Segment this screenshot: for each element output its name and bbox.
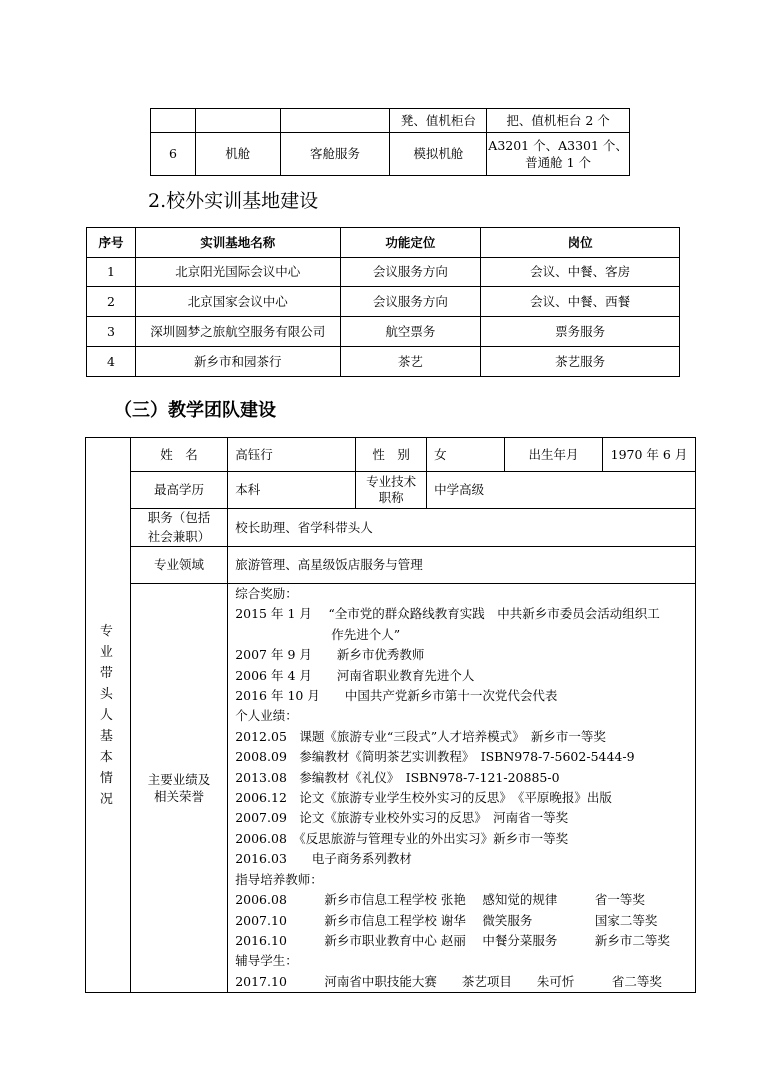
training-room-table bbox=[150, 108, 630, 176]
achievements-list bbox=[228, 584, 696, 993]
row-no: 2 bbox=[87, 287, 136, 317]
row-function: 会议服务方向 bbox=[340, 258, 481, 287]
table-row bbox=[86, 472, 696, 509]
list-item: 2016 年 10 月 中国共产党新乡市第十一次党代会代表 bbox=[235, 688, 558, 704]
list-item: 2008.09 参编教材《简明茶艺实训教程》 ISBN978-7-5602-5444-9 bbox=[235, 749, 635, 765]
list-item: 作先进个人” bbox=[331, 626, 401, 642]
row-base-name: 北京国家会议中心 bbox=[135, 287, 340, 317]
col-header-name: 实训基地名称 bbox=[135, 228, 340, 258]
section-3-title: （三）教学团队建设 bbox=[114, 400, 276, 421]
table-row bbox=[151, 109, 630, 133]
row-function bbox=[280, 109, 390, 133]
name-value: 高钰行 bbox=[228, 438, 356, 472]
gender-label: 性 别 bbox=[356, 438, 427, 472]
row-post: 茶艺服务 bbox=[481, 347, 680, 377]
col-header-post: 岗位 bbox=[481, 228, 680, 258]
gender-value: 女 bbox=[427, 438, 505, 472]
achievements-label-line-1: 主要业绩及 bbox=[147, 771, 211, 787]
list-item: 2006 年 4 月 河南省职业教育先进个人 bbox=[235, 667, 475, 683]
achievements-label-line-2: 相关荣誉 bbox=[154, 789, 205, 805]
col-header-function: 功能定位 bbox=[340, 228, 481, 258]
achievements-heading: 指导培养教师： bbox=[235, 871, 323, 887]
list-item: 2006.08 《反思旅游与管理专业的外出实习》新乡市一等奖 bbox=[235, 830, 569, 846]
education-label: 最高学历 bbox=[130, 472, 227, 509]
list-item: 2015 年 1 月 “全市党的群众路线教育实践 中共新乡市委员会活动组织工 bbox=[235, 606, 660, 622]
row-post: 会议、中餐、西餐 bbox=[481, 287, 680, 317]
list-item: 2016.03 电子商务系列教材 bbox=[235, 851, 412, 867]
row-equipment: 模拟机舱 bbox=[390, 133, 487, 176]
professional-title-label-line-2: 职称 bbox=[378, 490, 404, 505]
table-row bbox=[86, 547, 696, 584]
row-equipment: 凳、值机柜台 bbox=[390, 109, 487, 133]
list-item: 2007 年 9 月 新乡市优秀教师 bbox=[235, 647, 425, 663]
table-row bbox=[87, 317, 680, 347]
list-item: 2007.10 新乡市信息工程学校 谢华 微笑服务 国家二等奖 bbox=[235, 912, 658, 928]
row-base-name: 新乡市和园茶行 bbox=[135, 347, 340, 377]
row-function: 茶艺 bbox=[340, 347, 481, 377]
row-count bbox=[487, 133, 630, 176]
list-item: 2006.12 论文《旅游专业学生校外实习的反思》 《平原晚报》出版 bbox=[235, 790, 612, 806]
table-row bbox=[87, 258, 680, 287]
field-label: 专业领域 bbox=[130, 547, 227, 584]
achievements-label bbox=[130, 584, 227, 993]
field-value: 旅游管理、高星级饭店服务与管理 bbox=[228, 547, 696, 584]
table-row bbox=[86, 584, 696, 993]
professional-title-value: 中学高级 bbox=[427, 472, 696, 509]
table-row bbox=[86, 509, 696, 547]
table-row bbox=[86, 438, 696, 472]
professional-title-label-line-1: 专业技术 bbox=[366, 473, 417, 489]
education-value: 本科 bbox=[228, 472, 356, 509]
list-item: 2017.10 河南省中职技能大赛 茶艺项目 朱可忻 省二等奖 bbox=[235, 973, 662, 989]
list-item: 2007.09 论文《旅游专业校外实习的反思》 河南省一等奖 bbox=[235, 810, 569, 826]
external-base-table bbox=[86, 227, 680, 377]
list-item: 2016.10 新乡市职业教育中心 赵丽 中餐分菜服务 新乡市二等奖 bbox=[235, 932, 670, 948]
duty-label bbox=[130, 509, 227, 547]
table-header-row bbox=[87, 228, 680, 258]
duty-label-line-2: 社会兼职） bbox=[147, 528, 211, 544]
birth-label: 出生年月 bbox=[505, 438, 603, 472]
name-label: 姓 名 bbox=[130, 438, 227, 472]
row-post: 票务服务 bbox=[481, 317, 680, 347]
row-no: 6 bbox=[151, 133, 196, 176]
table-row bbox=[151, 133, 630, 176]
row-post: 会议、中餐、客房 bbox=[481, 258, 680, 287]
leader-info-table bbox=[85, 437, 696, 993]
duty-value: 校长助理、省学科带头人 bbox=[228, 509, 696, 547]
row-function: 航空票务 bbox=[340, 317, 481, 347]
row-no bbox=[151, 109, 196, 133]
row-base-name: 深圳圆梦之旅航空服务有限公司 bbox=[135, 317, 340, 347]
count-line-2: 普通舱 1 个 bbox=[525, 155, 592, 170]
duty-label-line-1: 职务（包括 bbox=[147, 510, 211, 526]
birth-value: 1970 年 6 月 bbox=[602, 438, 695, 472]
row-function: 客舱服务 bbox=[280, 133, 390, 176]
list-item: 2006.08 新乡市信息工程学校 张艳 感知觉的规律 省一等奖 bbox=[235, 892, 645, 908]
leader-section-label: 专业带头人基本情况 bbox=[86, 438, 131, 993]
list-item: 2012.05 课题《旅游专业“三段式”人才培养模式》 新乡市一等奖 bbox=[235, 728, 606, 744]
table-row bbox=[87, 287, 680, 317]
row-no: 4 bbox=[87, 347, 136, 377]
list-item: 2013.08 参编教材《礼仪》 ISBN978-7-121-20885-0 bbox=[235, 769, 560, 785]
achievements-heading: 辅导学生： bbox=[235, 953, 298, 969]
professional-title-label bbox=[356, 472, 427, 509]
table-row bbox=[87, 347, 680, 377]
achievements-heading: 综合奖励： bbox=[235, 586, 298, 601]
section-2-title: 2.校外实训基地建设 bbox=[148, 190, 319, 212]
row-count: 把、值机柜台 2 个 bbox=[487, 109, 630, 133]
count-line-1: A3201 个、A3301 个、 bbox=[488, 137, 628, 153]
row-base-name: 北京阳光国际会议中心 bbox=[135, 258, 340, 287]
row-function: 会议服务方向 bbox=[340, 287, 481, 317]
row-name bbox=[195, 109, 280, 133]
row-no: 3 bbox=[87, 317, 136, 347]
row-no: 1 bbox=[87, 258, 136, 287]
achievements-heading: 个人业绩： bbox=[235, 708, 298, 724]
row-name: 机舱 bbox=[195, 133, 280, 176]
col-header-no: 序号 bbox=[87, 228, 136, 258]
